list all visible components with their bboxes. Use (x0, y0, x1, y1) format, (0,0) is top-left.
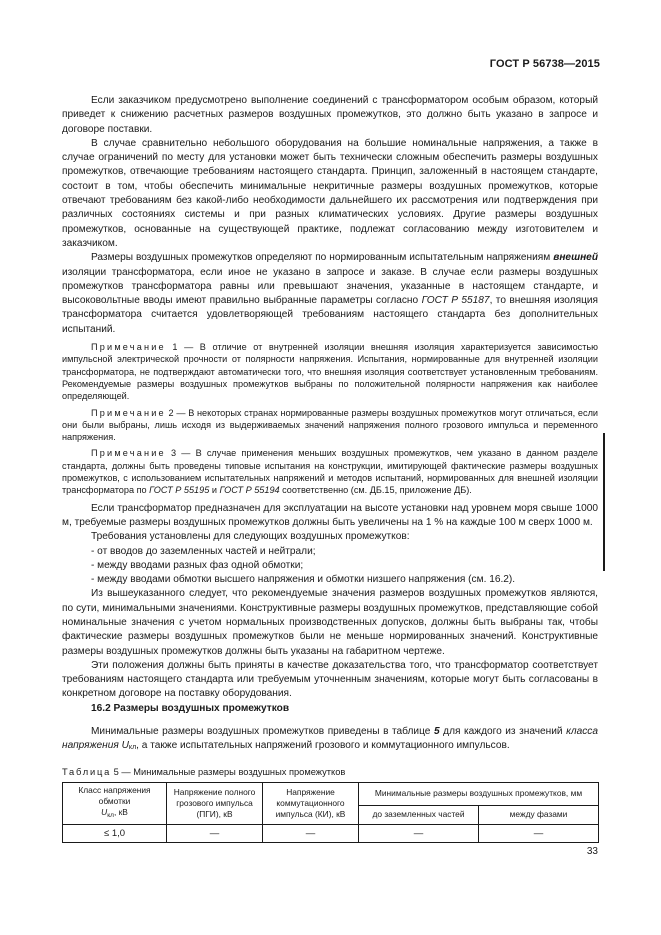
standard-reference: ГОСТ Р 55187 (421, 295, 490, 307)
subscript: кл (107, 812, 114, 820)
note-3 (62, 447, 598, 496)
header-voltage-class (63, 782, 167, 824)
table-row (63, 824, 599, 842)
text-run: Минимальные размеры воздушных промежутков приведены в таблице (91, 726, 434, 738)
paragraph (62, 725, 598, 756)
paragraph: В случае сравнительно небольшого оборудования на большие номинальные напряжения, а также в случае ограничений по месту для установки может быть технически сложным обеспечить размеры воздушных промежутков, отвечающие требованиям настоящего стандарта. Принцип, заложенный в настоящем стандарте, состоит в том, чтобы обеспечить минимальные некритичные размеры воздушных промежутков, которые отвечают требованиям без какой-либо необходимости дальнейшего их рассмотрения или подтверждения при различных состояниях системы и при разных климатических условиях. Другие размеры воздушных промежутков, основанные на существующей практике, подлежат согласованию между изготовителем и заказчиком. (62, 137, 598, 249)
header-phase-to-phase: между фазами (479, 805, 599, 824)
note-text: 1 — В отличие от внутренней изоляции внешняя изоляция характеризуется зависимостью импульсной электрической прочности от полярности напряжения. Испытания, нормированные для внутренней изоляции трансформатора, не подтверждают автоматически того, что внешняя изоляция соответствует установленным требованиям. Рекомендуемые размеры воздушных промежутков выбраны по положительной полярности напряжения как наиболее определяющей. (62, 342, 598, 402)
section-title: Размеры воздушных промежутков (113, 702, 290, 714)
header-switching-impulse: Напряжение коммутационного импульса (КИ), кВ (263, 782, 359, 824)
text-run: , а также испытательных напряжений грозового и коммутационного импульсов. (136, 740, 510, 752)
text-run: , то внешняя изоляция трансформатора считается удовлетворяющей требованиям настоящего стандарта без дополнительных испытаний. (62, 295, 599, 335)
voltage-class-term: класса напряжения U (62, 726, 599, 752)
emphasis-text: внешней (553, 252, 598, 264)
notes-block (62, 341, 598, 497)
header-to-ground: до заземленных частей (359, 805, 479, 824)
text-run: Размеры воздушных промежутков определяют по нормированным испытательным напряжениям (91, 252, 554, 264)
note-1 (62, 341, 598, 402)
page-body (62, 94, 598, 843)
list-item: - от вводов до заземленных частей и нейтрали; (91, 545, 316, 557)
paragraph: Из вышеуказанного следует, что рекомендуемые значения размеров воздушных промежутков являются, по сути, минимальными значениями. Конструктивные размеры воздушных промежутков, представляющие собой номинальные значения с учетом нормальных производственных допусков, должны быть выбраны так, чтобы фактические размеры воздушных промежутков были не меньше нормированных значений. Конструктивные размеры воздушных промежутков должны быть указаны на габаритном чертеже. (62, 588, 598, 657)
section-number: 16.2 (91, 702, 111, 714)
header-text: , кВ (113, 807, 128, 818)
clearance-table (62, 782, 599, 843)
standard-reference: ГОСТ Р 55195 (149, 485, 210, 496)
table-cell: — (479, 824, 599, 842)
standard-reference: ГОСТ Р 55194 (219, 485, 280, 496)
table-caption (62, 765, 598, 779)
note-text: 3 — В случае применения меньших воздушных промежутков, чем указано в данном разделе стандарта, должны быть проведены типовые испытания на конструкции, имитирующей фактические размеры воздушных промежутков, с использованием испытательных напряжений и методов испытаний, нормированных для внешней изоляции трансформатора по (62, 448, 598, 496)
list-item: - между вводами обмотки высшего напряжения и обмотки низшего напряжения (см. 16.2). (91, 574, 516, 586)
note-text: соответственно (см. ДБ.15, приложение ДБ). (279, 485, 472, 496)
note-label: Примечание (91, 342, 166, 353)
table-cell: — (263, 824, 359, 842)
caption-text: 5 — Минимальные размеры воздушных промежутков (111, 766, 346, 777)
paragraph: Если трансформатор предназначен для эксплуатации на высоте установки над уровнем моря свыше 1000 м, требуемые размеры воздушных промежутков должны быть увеличены на 1 % на каждые 100 м сверх 1000 м. (62, 502, 598, 528)
section-heading (62, 702, 598, 716)
table-cell: — (359, 824, 479, 842)
text-run: изоляции трансформатора, если иное не указано в запросе и заказе. В случае если размеры воздушных промежутков трансформатора равны или превышают значения, указанные в настоящем стандарте, и высоковольтные вводы имеют правильно выбранные параметры согласно (62, 266, 598, 307)
note-2 (62, 407, 598, 444)
text-run: для каждого из значений (439, 726, 567, 738)
header-text: Класс напряжения обмотки (78, 785, 151, 807)
table-reference: 5 (433, 726, 440, 738)
subscript: кл (128, 744, 137, 752)
paragraph: Эти положения должны быть приняты в качестве доказательства того, что трансформатор соответствует требованиям настоящего стандарта или требуемым уточненным значениям, которые могут быть согласованы в конкретном договоре на поставку оборудования. (62, 659, 598, 700)
paragraph: Если заказчиком предусмотрено выполнение соединений с трансформатором особым образом, который приведет к снижению расчетных размеров воздушных промежутков, это должно быть указано в запросе и договоре поставки. (62, 95, 598, 135)
note-label: Примечание (91, 407, 166, 418)
table-cell: — (167, 824, 263, 842)
note-label: Примечание (91, 448, 166, 459)
table-cell: ≤ 1,0 (63, 824, 167, 842)
header-symbol: U (101, 807, 108, 818)
note-text: 2 — В некоторых странах нормированные размеры воздушных промежутков могут отличаться, если они были выбраны, лишь исходя из выдерживаемых значений напряжения полного грозового импульса и переменного напряжения. (62, 407, 598, 443)
note-text: и (209, 485, 220, 496)
revision-bar (603, 433, 605, 571)
header-lightning-impulse: Напряжение полного грозового импульса (ПГИ), кВ (167, 782, 263, 824)
header-min-clearance: Минимальные размеры воздушных промежутков, мм (359, 782, 599, 805)
caption-label: Таблица (62, 766, 112, 777)
document-header: ГОСТ Р 56738—2015 (489, 58, 600, 70)
page-number: 33 (586, 846, 598, 857)
list-item: - между вводами разных фаз одной обмотки; (91, 559, 304, 571)
paragraph: Требования установлены для следующих воздушных промежутков: (91, 531, 410, 543)
paragraph (62, 251, 598, 337)
